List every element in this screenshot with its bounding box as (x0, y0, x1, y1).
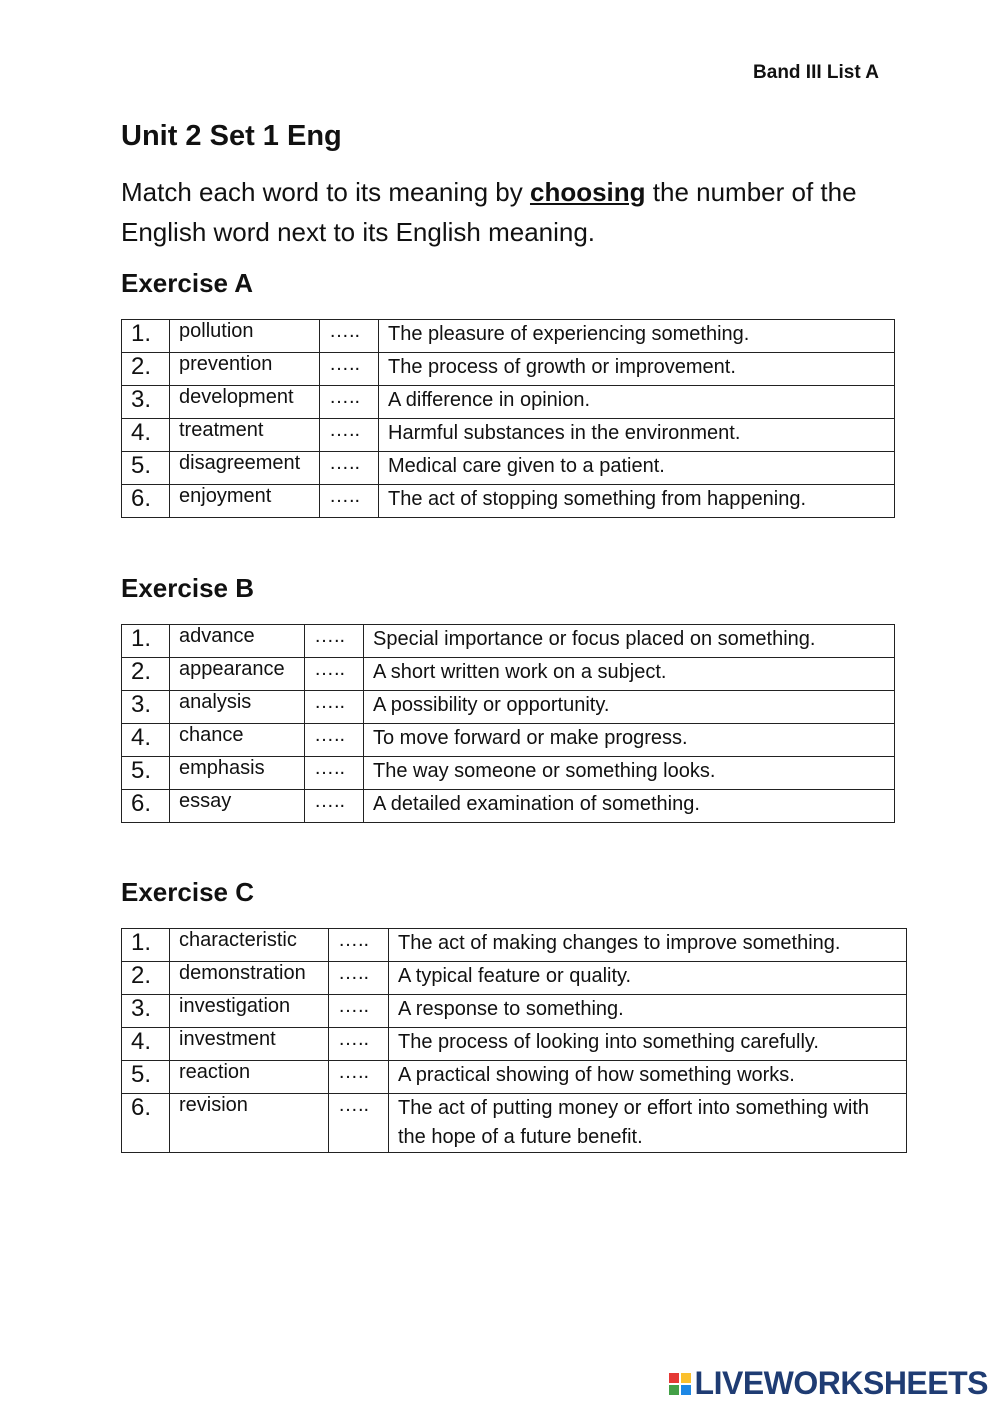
table-row (122, 452, 895, 485)
row-number: 4. (122, 724, 170, 757)
row-meaning: The act of putting money or effort into something with the hope of a future benefit. (389, 1094, 907, 1153)
row-word: development (170, 386, 320, 419)
row-number: 6. (122, 485, 170, 518)
row-meaning: A typical feature or quality. (389, 962, 907, 995)
logo-text: LIVEWORKSHEETS (694, 1365, 988, 1401)
exercise-b-heading: Exercise B (121, 573, 254, 603)
answer-blank[interactable]: ….. (305, 691, 364, 724)
row-meaning: Harmful substances in the environment. (379, 419, 895, 452)
instructions-before: Match each word to its meaning by (121, 177, 530, 207)
row-word: prevention (170, 353, 320, 386)
row-word: analysis (170, 691, 305, 724)
exercise-c-heading: Exercise C (121, 877, 254, 907)
answer-blank[interactable]: ….. (329, 995, 389, 1028)
row-number: 1. (122, 929, 170, 962)
row-word: investment (170, 1028, 329, 1061)
row-meaning: Medical care given to a patient. (379, 452, 895, 485)
exercise-a-table (121, 319, 895, 518)
row-word: appearance (170, 658, 305, 691)
answer-blank[interactable]: ….. (320, 353, 379, 386)
instructions-after: the number of the English word next to its English meaning. (121, 177, 857, 247)
table-row (122, 724, 895, 757)
row-word: disagreement (170, 452, 320, 485)
row-number: 1. (122, 320, 170, 353)
answer-blank[interactable]: ….. (320, 485, 379, 518)
band-label: Band III List A (753, 62, 879, 83)
answer-blank[interactable]: ….. (329, 962, 389, 995)
answer-blank[interactable]: ….. (320, 452, 379, 485)
exercise-b-table (121, 624, 895, 823)
table-row (122, 691, 895, 724)
table-row (122, 929, 907, 962)
row-number: 1. (122, 625, 170, 658)
row-meaning: A possibility or opportunity. (364, 691, 895, 724)
row-meaning: A response to something. (389, 995, 907, 1028)
row-number: 3. (122, 386, 170, 419)
answer-blank[interactable]: ….. (305, 625, 364, 658)
instructions (121, 172, 881, 252)
answer-blank[interactable]: ….. (320, 320, 379, 353)
table-row (122, 386, 895, 419)
row-word: pollution (170, 320, 320, 353)
answer-blank[interactable]: ….. (305, 658, 364, 691)
table-row (122, 962, 907, 995)
row-number: 4. (122, 419, 170, 452)
table-row (122, 353, 895, 386)
table-row (122, 757, 895, 790)
answer-blank[interactable]: ….. (305, 790, 364, 823)
row-number: 2. (122, 658, 170, 691)
row-number: 5. (122, 1061, 170, 1094)
answer-blank[interactable]: ….. (329, 1028, 389, 1061)
row-number: 2. (122, 962, 170, 995)
row-word: demonstration (170, 962, 329, 995)
row-word: enjoyment (170, 485, 320, 518)
row-word: advance (170, 625, 305, 658)
row-word: revision (170, 1094, 329, 1153)
row-number: 3. (122, 691, 170, 724)
row-word: reaction (170, 1061, 329, 1094)
row-meaning: Special importance or focus placed on something. (364, 625, 895, 658)
row-meaning: A practical showing of how something works. (389, 1061, 907, 1094)
table-row (122, 1028, 907, 1061)
row-meaning: A short written work on a subject. (364, 658, 895, 691)
table-row (122, 1061, 907, 1094)
answer-blank[interactable]: ….. (329, 1094, 389, 1153)
page-title: Unit 2 Set 1 Eng (121, 120, 342, 152)
answer-blank[interactable]: ….. (305, 757, 364, 790)
row-meaning: The process of growth or improvement. (379, 353, 895, 386)
logo-square-yellow (681, 1373, 691, 1383)
answer-blank[interactable]: ….. (305, 724, 364, 757)
answer-blank[interactable]: ….. (320, 386, 379, 419)
row-meaning: The act of making changes to improve something. (389, 929, 907, 962)
row-meaning: A detailed examination of something. (364, 790, 895, 823)
table-row (122, 995, 907, 1028)
exercise-a-heading: Exercise A (121, 268, 254, 298)
logo-square-blue (681, 1385, 691, 1395)
table-row (122, 1094, 907, 1153)
table-row (122, 790, 895, 823)
row-number: 6. (122, 1094, 170, 1153)
row-number: 3. (122, 995, 170, 1028)
answer-blank[interactable]: ….. (320, 419, 379, 452)
row-meaning: The way someone or something looks. (364, 757, 895, 790)
row-word: essay (170, 790, 305, 823)
row-word: treatment (170, 419, 320, 452)
table-row (122, 419, 895, 452)
instructions-emphasis: choosing (529, 177, 646, 207)
exercise-c-table (121, 928, 907, 1153)
row-word: chance (170, 724, 305, 757)
table-row (122, 625, 895, 658)
row-number: 2. (122, 353, 170, 386)
row-meaning: The pleasure of experiencing something. (379, 320, 895, 353)
row-word: investigation (170, 995, 329, 1028)
row-meaning: The act of stopping something from happening. (379, 485, 895, 518)
row-meaning: A difference in opinion. (379, 386, 895, 419)
logo-mark-icon (669, 1373, 691, 1395)
row-number: 5. (122, 452, 170, 485)
row-number: 6. (122, 790, 170, 823)
row-meaning: To move forward or make progress. (364, 724, 895, 757)
row-number: 4. (122, 1028, 170, 1061)
table-row (122, 485, 895, 518)
row-word: characteristic (170, 929, 329, 962)
table-row (122, 658, 895, 691)
row-word: emphasis (170, 757, 305, 790)
logo-square-green (669, 1385, 679, 1395)
answer-blank[interactable]: ….. (329, 929, 389, 962)
liveworksheets-logo (669, 1365, 988, 1402)
table-row (122, 320, 895, 353)
row-meaning: The process of looking into something carefully. (389, 1028, 907, 1061)
logo-square-red (669, 1373, 679, 1383)
row-number: 5. (122, 757, 170, 790)
answer-blank[interactable]: ….. (329, 1061, 389, 1094)
